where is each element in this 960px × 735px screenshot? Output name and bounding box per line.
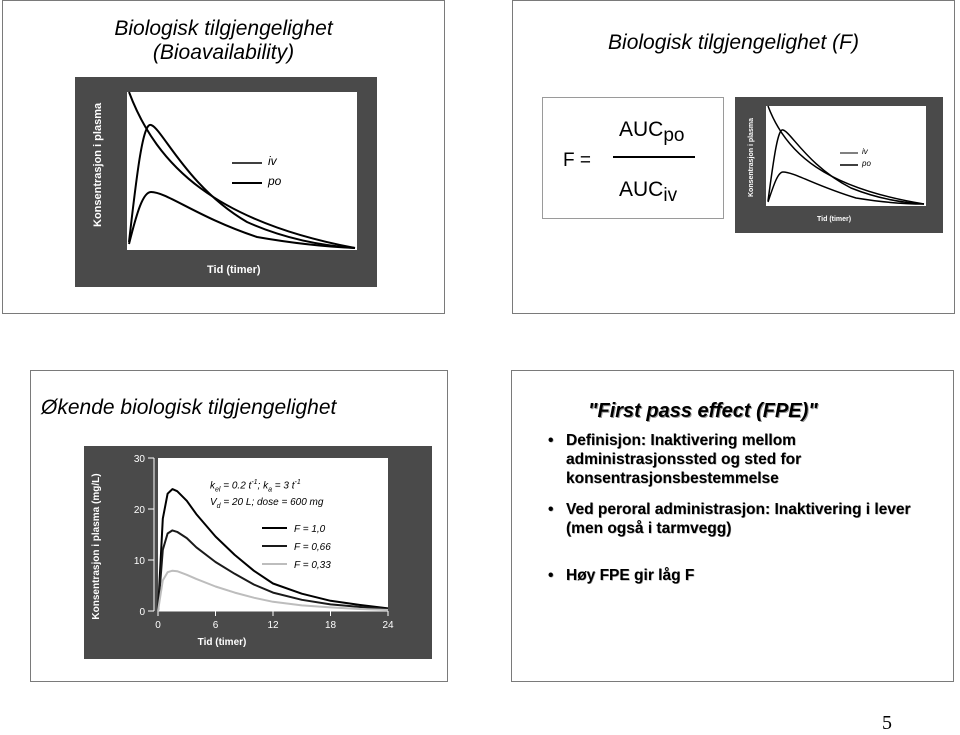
mini-chart-panel bbox=[735, 97, 943, 233]
formula-denominator bbox=[619, 178, 678, 206]
x-tick-label: 18 bbox=[324, 620, 337, 631]
slide-bioavailability-f bbox=[512, 0, 955, 314]
x-tick-label: 0 bbox=[155, 620, 161, 631]
bullet-text: Definisjon: Inaktivering mellom administrasjonssted og sted for konsentrasjonsbestemmelse bbox=[566, 432, 802, 487]
bullet-text: Høy FPE gir låg F bbox=[566, 567, 695, 584]
y-tick-label: 30 bbox=[133, 454, 145, 465]
iv-po-curves bbox=[127, 92, 357, 250]
mini-x-axis-label: Tid (timer) bbox=[817, 216, 852, 223]
x-axis-label: Tid (timer) bbox=[197, 637, 247, 648]
legend-label: F = 0,66 bbox=[294, 542, 331, 553]
slide-increasing-bioavailability bbox=[30, 370, 448, 682]
mini-plot-area bbox=[766, 106, 926, 206]
formula-lhs: F = bbox=[563, 150, 591, 171]
slide-title-line1: Biologisk tilgjengelighet bbox=[114, 17, 333, 40]
y-axis-label: Konsentrasjon i plasma bbox=[92, 102, 104, 227]
formula-box bbox=[542, 97, 724, 219]
bullet-text: Ved peroral administrasjon: Inaktivering i lever (men også i tarmvegg) bbox=[566, 501, 911, 537]
slide-title: "First pass effect (FPE)" bbox=[588, 400, 818, 422]
page-number: 5 bbox=[882, 712, 892, 734]
po-high-curve bbox=[129, 125, 355, 248]
x-tick-label: 12 bbox=[267, 620, 279, 631]
numerator-text: AUC bbox=[619, 118, 664, 141]
parameters-block bbox=[210, 476, 323, 513]
bullet-definition bbox=[548, 431, 928, 488]
slide-bioavailability bbox=[2, 0, 445, 314]
mini-y-axis-label: Konsentrasjon i plasma bbox=[748, 118, 755, 197]
chart-panel bbox=[75, 77, 377, 287]
formula-numerator bbox=[619, 118, 685, 146]
denominator-text: AUC bbox=[619, 178, 664, 201]
mini-legend-po: po bbox=[862, 159, 871, 168]
bullet-peroral bbox=[548, 500, 928, 538]
bullet-dot: • bbox=[548, 501, 554, 518]
x-axis-label: Tid (timer) bbox=[207, 264, 261, 276]
legend-label: F = 1,0 bbox=[294, 524, 326, 535]
bullet-dot: • bbox=[548, 432, 554, 449]
numerator-sub: po bbox=[663, 125, 685, 146]
volume-dose: $V_d = 20$ L; dose = 600 mg bbox=[210, 497, 324, 511]
bullet-list bbox=[548, 431, 928, 585]
mini-iv-curve bbox=[768, 106, 924, 204]
y-axis-label: Konsentrasjon i plasma (mg/L) bbox=[91, 473, 102, 620]
legend-po: po bbox=[268, 174, 282, 188]
legend-iv: iv bbox=[268, 154, 277, 168]
mini-po-high-curve bbox=[768, 130, 924, 204]
iv-curve bbox=[129, 92, 355, 248]
denominator-sub: iv bbox=[663, 185, 678, 206]
slide-title: Biologisk tilgjengelighet (F) bbox=[608, 31, 859, 54]
plot-area bbox=[127, 92, 357, 250]
y-tick-label: 20 bbox=[133, 505, 145, 516]
legend-label: F = 0,33 bbox=[294, 560, 331, 571]
y-tick-label: 10 bbox=[133, 556, 145, 567]
chart-panel bbox=[84, 446, 432, 659]
rate-constants: $k_{el} = 0.2$ $t^{-1}$; $k_a = 3$ $t^{-1}$ bbox=[210, 479, 301, 494]
mini-legend-iv: iv bbox=[862, 147, 868, 156]
y-tick-label: 0 bbox=[139, 607, 145, 618]
x-tick-label: 6 bbox=[212, 620, 219, 631]
mini-iv-po-curves bbox=[766, 106, 926, 206]
slide-first-pass-effect bbox=[511, 370, 954, 682]
slide-title-line2: (Bioavailability) bbox=[152, 41, 295, 64]
x-tick-label: 24 bbox=[382, 620, 394, 631]
bullet-dot: • bbox=[548, 567, 554, 584]
fraction-bar bbox=[613, 156, 695, 158]
bullet-high-fpe bbox=[548, 566, 928, 585]
slide-title: Økende biologisk tilgjengelighet bbox=[41, 396, 337, 419]
